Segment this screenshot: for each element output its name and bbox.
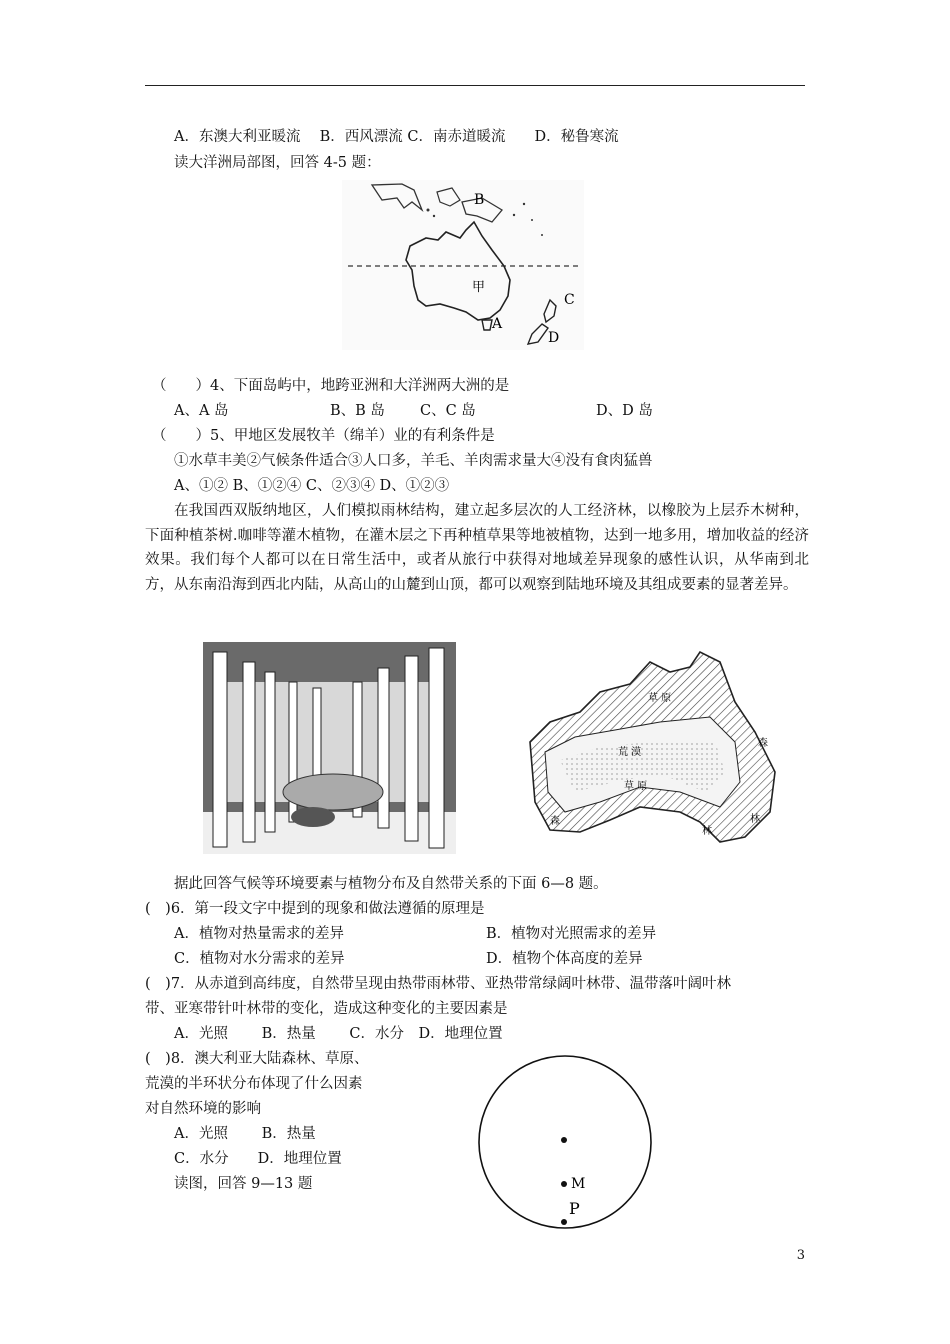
q4-opt-c: C、C 岛 — [420, 403, 476, 419]
point-p-dot — [561, 1219, 567, 1225]
label-p: P — [569, 1199, 580, 1218]
veg-label-grass-bottom: 草 原 — [624, 781, 648, 792]
q8-opt-row1: A．光照 B．热量 — [174, 1126, 316, 1142]
map1-label-a: A — [492, 316, 503, 332]
header-rule — [145, 85, 805, 86]
q7-stem-line2: 带、亚寒带针叶林带的变化，造成这种变化的主要因素是 — [145, 1001, 508, 1017]
page-number: 3 — [796, 1248, 805, 1263]
veg-label-forest-e: 森 — [758, 738, 768, 749]
veg-label-forest-sw: 森 — [550, 816, 560, 827]
q8-stem-line2: 荒漠的半环状分布体现了什么因素 — [145, 1076, 363, 1092]
intro-9-13: 读图，回答 9—13 题 — [174, 1176, 313, 1192]
center-dot — [561, 1137, 567, 1143]
circle-diagram — [470, 1052, 660, 1234]
australia-vegetation-map — [520, 642, 785, 848]
map1-label-c: C — [564, 292, 575, 308]
label-m: M — [571, 1176, 586, 1192]
oceania-map — [342, 180, 584, 350]
map1-label-d: D — [548, 330, 560, 346]
veg-label-desert: 荒 漠 — [618, 747, 642, 758]
q4-opt-d: D、D 岛 — [596, 403, 653, 419]
q3-options: A．东澳大利亚暖流 B．西风漂流 C．南赤道暖流 D．秘鲁寒流 — [174, 129, 619, 145]
q4-opt-b: B、B 岛 — [330, 403, 385, 419]
q6-opt-d: D．植物个体高度的差异 — [486, 951, 643, 967]
veg-label-forest-se: 林 — [750, 814, 760, 825]
map1-intro: 读大洋洲局部图，回答 4-5 题： — [174, 155, 381, 171]
q7-stem-line1: ( )7．从赤道到高纬度，自然带呈现由热带雨林带、亚热带常绿阔叶林带、温带落叶阔叶林 — [145, 976, 732, 992]
passage: 在我国西双版纳地区，人们模拟雨林结构，建立起多层次的人工经济林，以橡胶为上层乔木树种，下面种植茶树.咖啡等灌木植物，在灌木层之下再种植草果等地被植物，达到一地多用，增加收益的经济效果。我们每个人都可以在日常生活中，或者从旅行中获得对地域差异现象的感性认识，从华南到北方，从东南沿海到西北内陆，从高山的山麓到山顶，都可以观察到陆地环境及其组成要素的显著差异。 — [145, 503, 809, 593]
q8-stem-line1: ( )8．澳大利亚大陆森林、草原、 — [145, 1051, 369, 1067]
veg-label-grass-top: 草 原 — [648, 693, 672, 704]
q7-options: A．光照 B．热量 C．水分 D．地理位置 — [174, 1026, 503, 1042]
q6-opt-b: B．植物对光照需求的差异 — [486, 926, 657, 942]
q5-conditions: ①水草丰美②气候条件适合③人口多，羊毛、羊肉需求量大④没有食肉猛兽 — [174, 453, 653, 469]
veg-label-forest-s: 林 — [702, 826, 712, 837]
point-m-dot — [561, 1181, 567, 1187]
q8-stem-line3: 对自然环境的影响 — [145, 1101, 261, 1117]
map1-label-b: B — [474, 192, 485, 208]
map1-label-jia: 甲 — [472, 280, 486, 295]
q6-opt-c: C．植物对水分需求的差异 — [174, 951, 345, 967]
q8-opt-row2: C．水分 D．地理位置 — [174, 1151, 342, 1167]
rainforest-illustration — [203, 642, 456, 854]
intro-6-8: 据此回答气候等环境要素与植物分布及自然带关系的下面 6—8 题。 — [174, 876, 608, 892]
q4-opt-a: A、A 岛 — [174, 403, 229, 419]
q5-options: A、①② B、①②④ C、②③④ D、①②③ — [174, 478, 450, 494]
q4-stem: （ ）4、下面岛屿中，地跨亚洲和大洋洲两大洲的是 — [152, 378, 510, 394]
q6-stem: ( )6．第一段文字中提到的现象和做法遵循的原理是 — [145, 901, 485, 917]
q5-stem: （ ）5、甲地区发展牧羊（绵羊）业的有利条件是 — [152, 428, 495, 444]
q6-opt-a: A．植物对热量需求的差异 — [174, 926, 344, 942]
